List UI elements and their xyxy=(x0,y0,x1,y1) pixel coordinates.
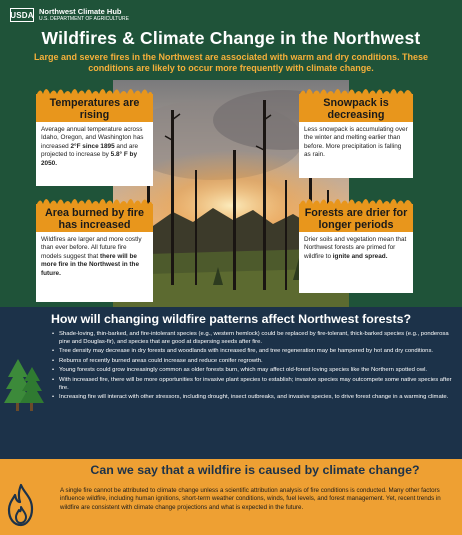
card-title: Area burned by fire has increased xyxy=(45,207,144,231)
list-item: • With increased fire, there will be more opportunities for invasive plant species to establish; invasive species may outcompete some native species after fire. xyxy=(52,376,456,392)
trees-icon xyxy=(4,355,50,413)
forest-impacts-section xyxy=(0,307,462,459)
list-item: • Tree density may decrease in dry forests and woodlands with increased fire, and tree regeneration may be hampered by hot and dry conditions. xyxy=(52,347,456,355)
card-text-part: Drier soils and vegetation mean that Northwest forests are primed for wildfire to xyxy=(304,236,407,260)
flame-border-icon xyxy=(36,194,153,206)
card-header xyxy=(36,94,153,122)
list-item: • Young forests could grow increasingly common as older forests burn, which may affect old-forest loving species like the Northern spotted owl. xyxy=(52,366,456,374)
section-title: How will changing wildfire patterns affect Northwest forests? xyxy=(50,312,412,326)
page-title: Wildfires & Climate Change in the Northwest xyxy=(41,28,421,48)
card-text: Less snowpack is accumulating over the winter and melting earlier than before. More precipitation is falling as rain. xyxy=(304,126,408,159)
card-text-part: Average annual temperature across Idaho, Oregon, and Washington has increased xyxy=(41,126,144,150)
card-title: Forests are drier for longer periods xyxy=(304,207,408,231)
card-text-bold: 5.8° F by 2050. xyxy=(41,151,137,167)
page-subtitle: Large and severe fires in the Northwest are associated with warm and dry conditions. These conditions are likely to occur more frequently with climate change. xyxy=(33,52,429,73)
card-temperatures xyxy=(36,94,153,186)
card-text-bold: there will be more fire in the Northwest in the future. xyxy=(41,252,140,277)
flame-border-icon xyxy=(299,194,413,206)
card-forests-drier xyxy=(299,204,413,293)
section-text: A single fire cannot be attributed to climate change unless a scientific attribution analysis of fire conditions is conducted. Many other factors influence wildfire, including human ignitions, short-term weather conditions, winds, fuel levels, and forest management. Yet, recent trends in wildfire are consistent with climate change projections and what is expected in the future. xyxy=(60,487,441,511)
impacts-list xyxy=(52,330,456,403)
section-title: Can we say that a wildfire is caused by climate change? xyxy=(90,463,420,477)
card-text-bold: 2°F since 1895 xyxy=(70,142,115,150)
card-snowpack xyxy=(299,94,413,178)
brand-text xyxy=(39,8,129,22)
card-text-bold: ignite and spread. xyxy=(332,252,388,260)
header-brand xyxy=(10,6,129,24)
list-item: • Reburns of recently burned areas could increase and reduce conifer regrowth. xyxy=(52,357,456,365)
list-item: • Increasing fire will interact with other stressors, including drought, insect outbreaks, and invasive species, to drive forest change in a warming climate. xyxy=(52,393,456,401)
attribution-section xyxy=(0,459,462,535)
card-title: Snowpack is decreasing xyxy=(323,97,389,121)
list-item: • Shade-loving, thin-barked, and fire-intolerant species (e.g., western hemlock) could be replaced by fire-tolerant, thick-barked species (e.g., ponderosa pine and Douglas-fir), and species that are good at dispersing seeds after fire. xyxy=(52,330,456,346)
card-text-part: and are projected to increase by xyxy=(41,142,139,159)
flame-border-icon xyxy=(299,84,413,96)
card-text xyxy=(304,236,408,261)
card-text xyxy=(41,126,148,168)
hub-name: Northwest Climate Hub xyxy=(39,7,122,17)
card-header xyxy=(299,204,413,232)
card-title: Temperatures are rising xyxy=(49,97,140,121)
card-header xyxy=(36,204,153,232)
usda-logo: USDA xyxy=(10,8,34,22)
flame-border-icon xyxy=(36,84,153,96)
card-text xyxy=(41,236,148,278)
department-name: U.S. DEPARTMENT OF AGRICULTURE xyxy=(39,15,129,22)
card-area-burned xyxy=(36,204,153,302)
card-text-part: Wildfires are larger and more costly than ever before. All future fire models suggest that xyxy=(41,236,142,260)
flame-icon xyxy=(4,483,38,527)
card-header xyxy=(299,94,413,122)
